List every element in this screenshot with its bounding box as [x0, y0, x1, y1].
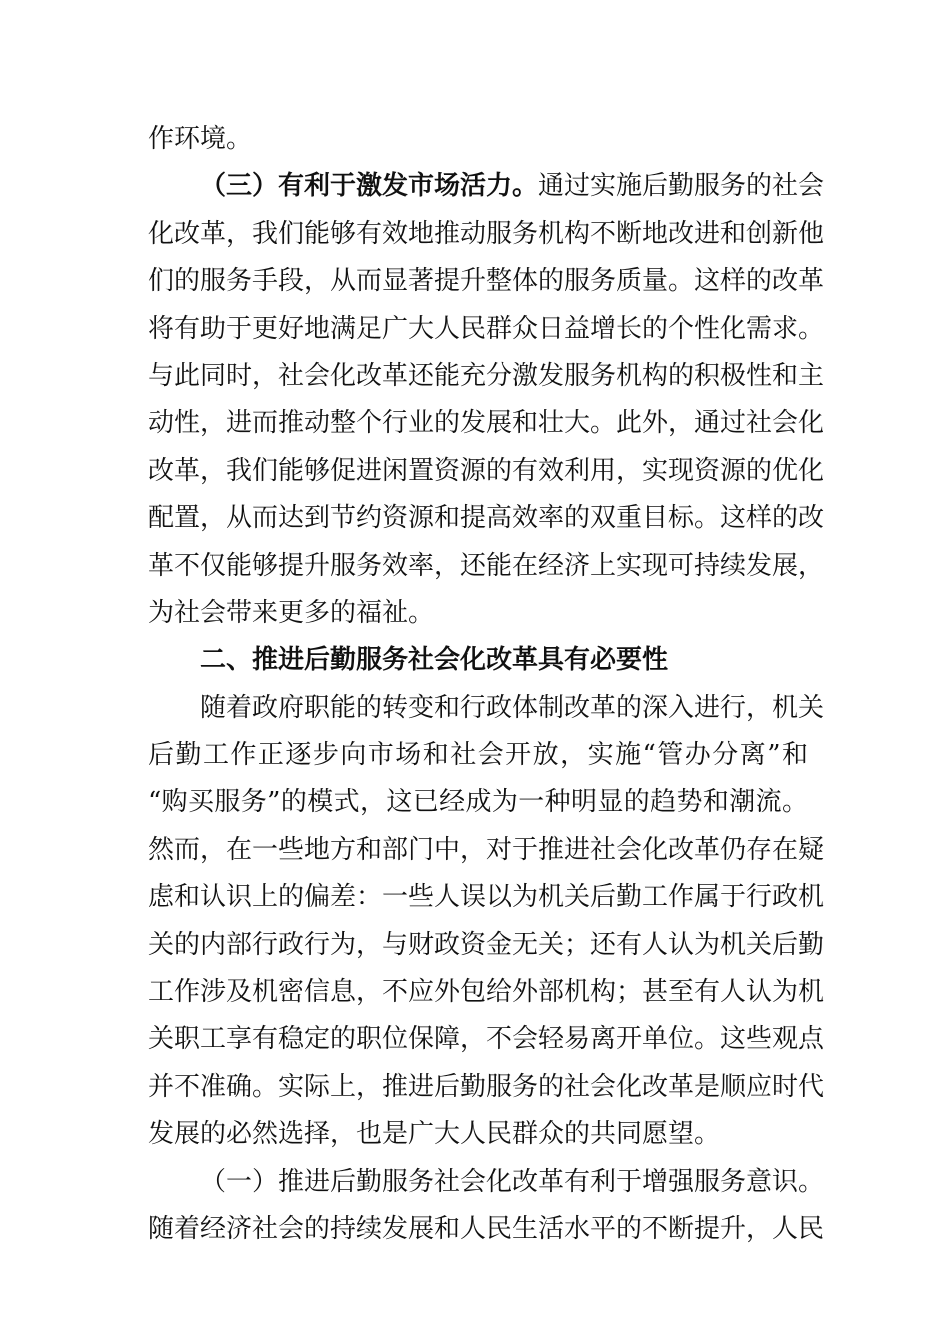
paragraph-line: 动性，进而推动整个行业的发展和壮大。此外，通过社会化	[148, 408, 825, 439]
paragraph-line: 工作涉及机密信息，不应外包给外部机构；甚至有人认为机	[148, 977, 825, 1008]
paragraph-line: 为社会带来更多的福祉。	[148, 597, 435, 628]
paragraph-line: 们的服务手段，从而显著提升整体的服务质量。这样的改革	[148, 266, 825, 297]
paragraph-line: 发展的必然选择，也是广大人民群众的共同愿望。	[148, 1119, 721, 1150]
document-body	[148, 116, 825, 1253]
paragraph-line: 与此同时，社会化改革还能充分激发服务机构的积极性和主	[148, 360, 825, 391]
paragraph-line: 革不仅能够提升服务效率，还能在经济上实现可持续发展，	[148, 550, 825, 581]
paragraph-line: 关职工享有稳定的职位保障，不会轻易离开单位。这些观点	[148, 1024, 825, 1055]
paragraph-line: 后勤工作正逐步向市场和社会开放，实施“管办分离”和	[148, 740, 808, 771]
paragraph-line: 随着经济社会的持续发展和人民生活水平的不断提升，人民	[148, 1213, 825, 1244]
paragraph-line: 随着政府职能的转变和行政体制改革的深入进行，机关	[200, 692, 825, 723]
paragraph-text: 通过实施后勤服务的社会	[538, 171, 825, 202]
paragraph-line: 改革，我们能够促进闲置资源的有效利用，实现资源的优化	[148, 455, 825, 486]
subsection-heading: （一）推进后勤服务社会化改革有利于增强服务意识。	[200, 1166, 825, 1197]
subsection-heading: （三）有利于激发市场活力。	[200, 171, 539, 202]
paragraph-line: 并不准确。实际上，推进后勤服务的社会化改革是顺应时代	[148, 1071, 825, 1102]
paragraph-line: 化改革，我们能够有效地推动服务机构不断地改进和创新他	[148, 218, 825, 249]
paragraph-line: 虑和认识上的偏差：一些人误以为机关后勤工作属于行政机	[148, 882, 825, 913]
paragraph-line: 然而，在一些地方和部门中，对于推进社会化改革仍存在疑	[148, 834, 825, 865]
paragraph-line: “购买服务”的模式，这已经成为一种明显的趋势和潮流。	[148, 787, 808, 818]
paragraph-line: 关的内部行政行为，与财政资金无关；还有人认为机关后勤	[148, 929, 825, 960]
paragraph-line: 将有助于更好地满足广大人民群众日益增长的个性化需求。	[148, 313, 825, 344]
section-heading: 二、推进后勤服务社会化改革具有必要性	[200, 645, 669, 676]
paragraph-line	[148, 163, 825, 210]
paragraph-line: 配置，从而达到节约资源和提高效率的双重目标。这样的改	[148, 503, 825, 534]
paragraph-line: 作环境。	[148, 124, 253, 154]
